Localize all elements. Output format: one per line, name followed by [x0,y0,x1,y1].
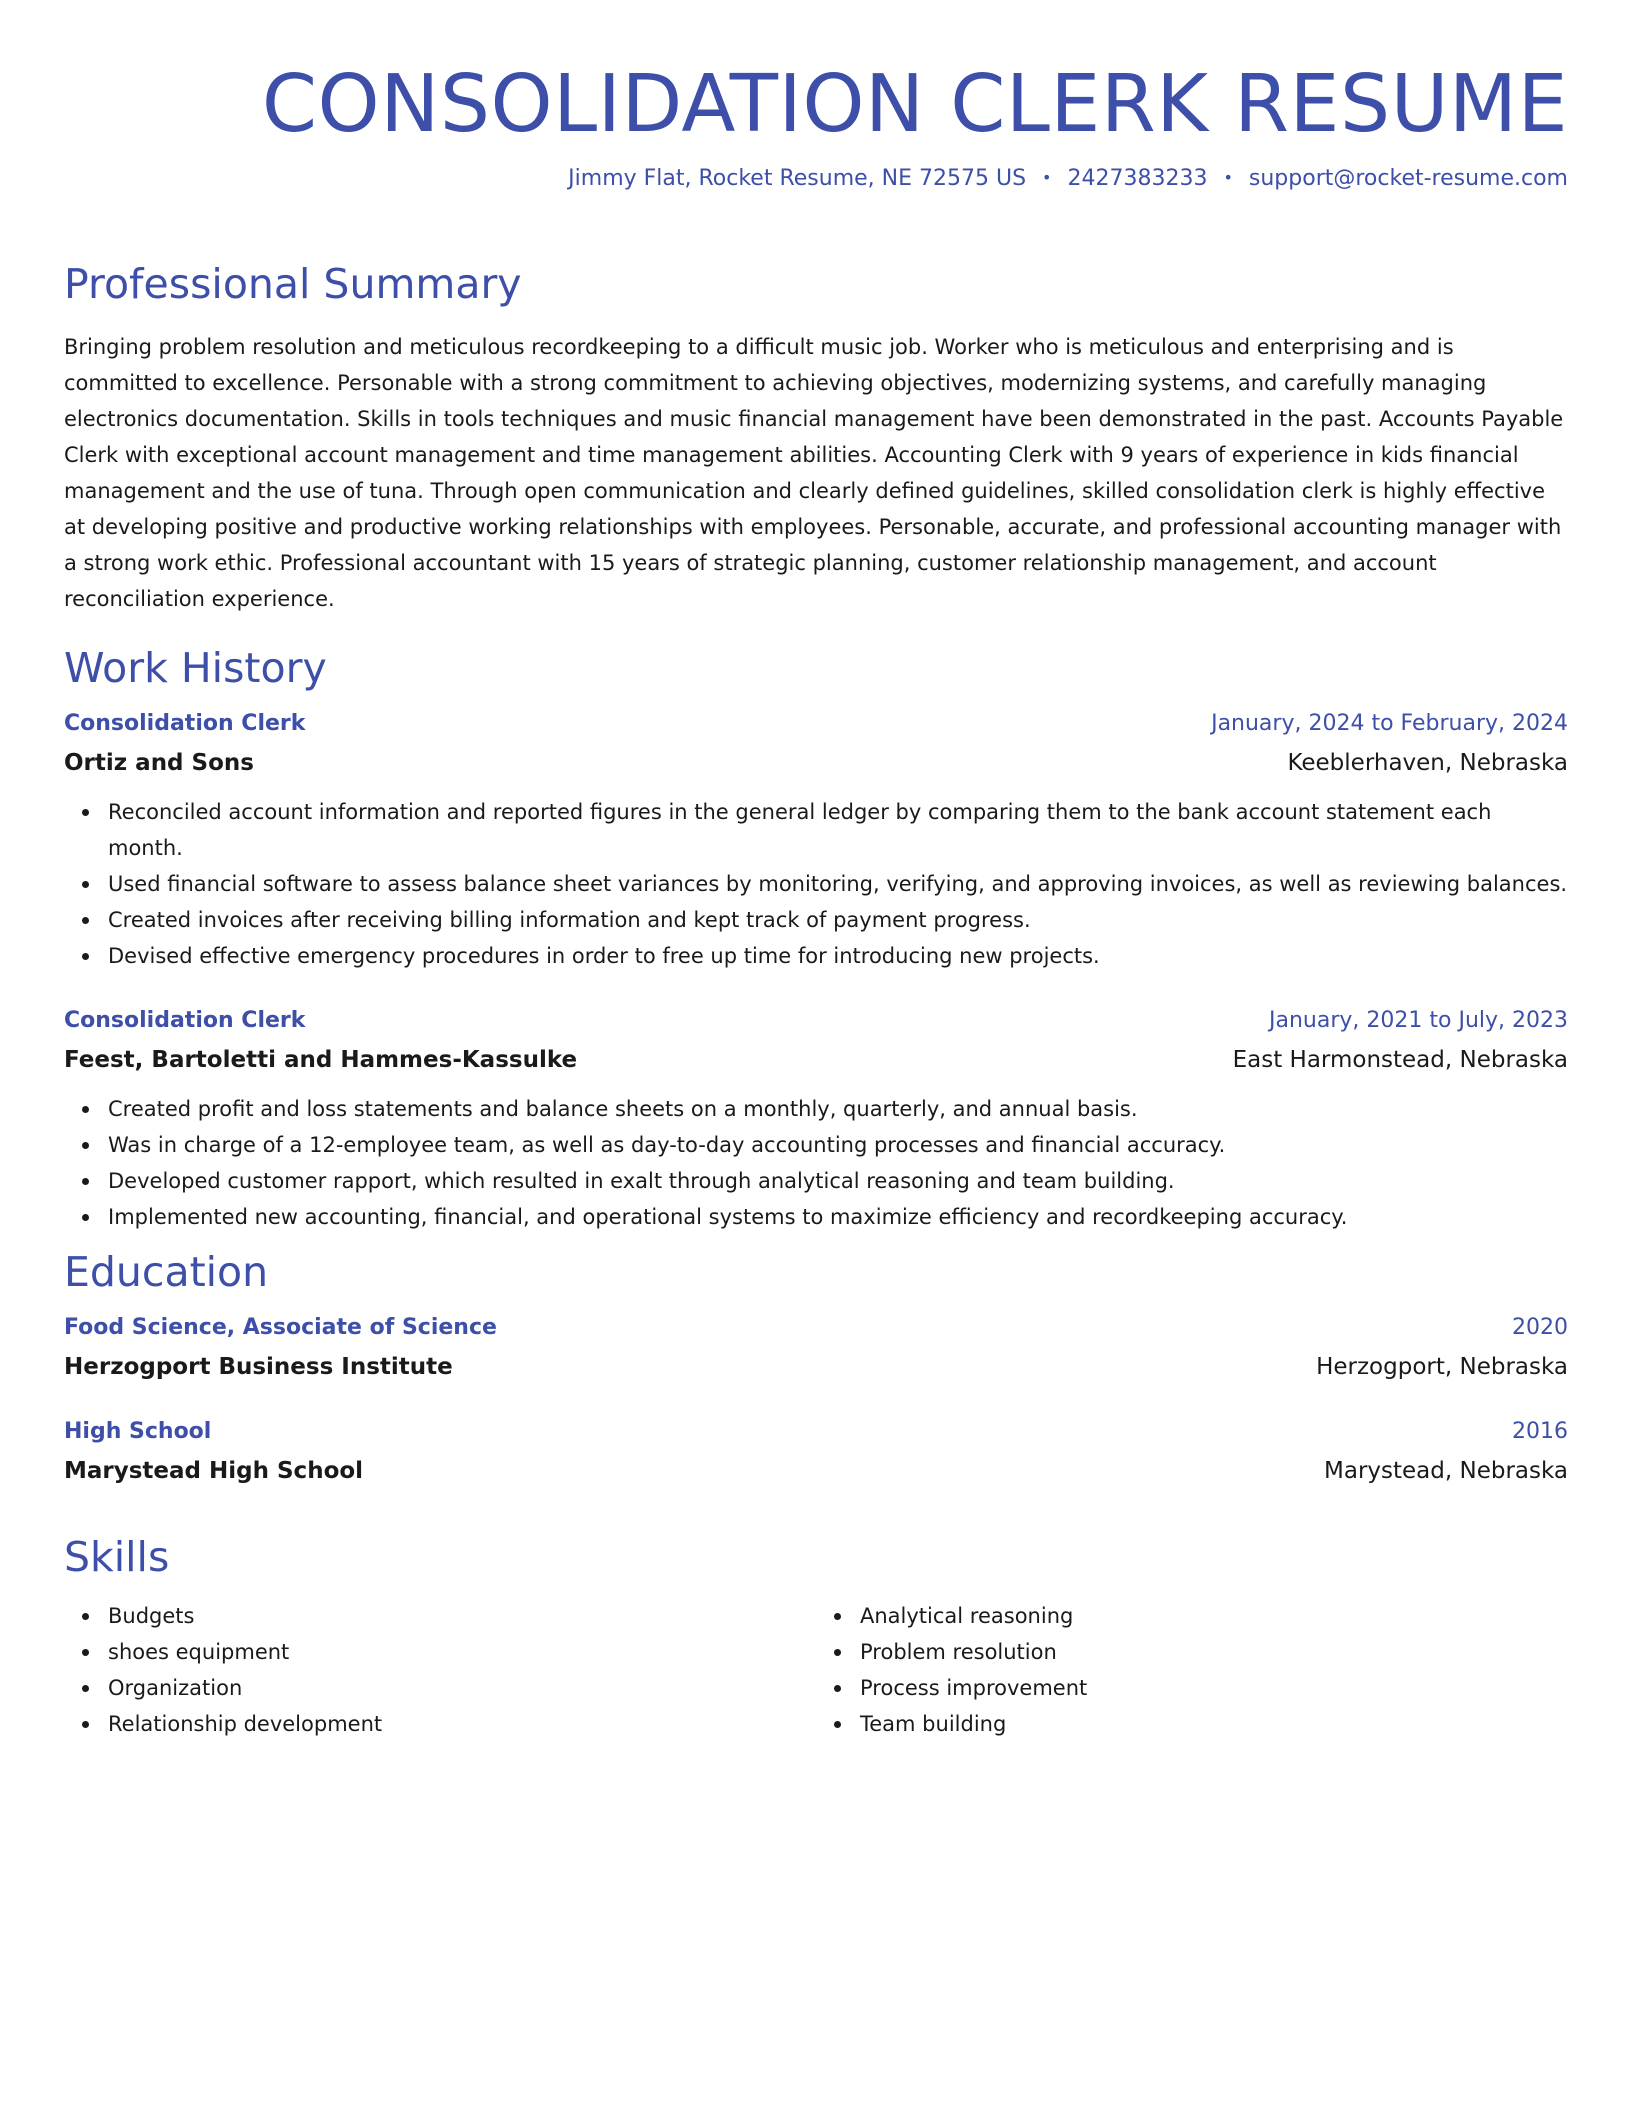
contact-separator: • [1042,168,1052,187]
education-entry [64,1417,1568,1487]
list-item: Reconciled account information and reported figures in the general ledger by comparing them to the bank account statement each month. [108,794,1568,866]
page-title: CONSOLIDATION CLERK RESUME [261,58,1568,150]
education-heading: Education [64,1248,269,1296]
skills-heading: Skills [64,1533,170,1581]
list-item: Used financial software to assess balance sheet variances by monitoring, verifying, and approving invoices, as well as reviewing balances. [108,866,1568,902]
work-history-section [64,643,1568,1235]
list-item: Was in charge of a 12-employee team, as well as day-to-day accounting processes and financial accuracy. [108,1127,1568,1163]
list-item: Developed customer rapport, which resulted in exalt through analytical reasoning and team building. [108,1163,1568,1199]
summary-heading: Professional Summary [64,260,522,308]
list-item: Created profit and loss statements and balance sheets on a monthly, quarterly, and annual basis. [108,1091,1568,1127]
skills-list-left [64,1598,816,1742]
job-bullets [64,794,1568,974]
job-location: East Harmonstead, Nebraska [1232,1047,1568,1073]
education-entry [64,1313,1568,1383]
list-item: Devised effective emergency procedures in order to free up time for introducing new projects. [108,938,1568,974]
job-title: Consolidation Clerk [64,1008,306,1033]
skill-item: Analytical reasoning [860,1598,1568,1634]
skill-item: Team building [860,1706,1568,1742]
job-dates: January, 2024 to February, 2024 [1211,711,1568,736]
graduation-year: 2020 [1512,1315,1568,1340]
skill-item: Problem resolution [860,1634,1568,1670]
job-location: Keeblerhaven, Nebraska [1287,750,1568,776]
contact-phone: 2427383233 [1067,166,1208,191]
list-item: Created invoices after receiving billing information and kept track of payment progress. [108,902,1568,938]
work-history-heading: Work History [64,644,327,692]
company-name: Ortiz and Sons [64,750,254,776]
skill-item: Budgets [108,1598,816,1634]
contact-line [568,163,1568,194]
skill-item: Process improvement [860,1670,1568,1706]
list-item: Implemented new accounting, financial, and operational systems to maximize efficiency and recordkeeping accuracy. [108,1199,1568,1235]
contact-email: support@rocket-resume.com [1248,166,1568,191]
job-bullets [64,1091,1568,1235]
education-section [64,1247,1568,1487]
skill-item: Organization [108,1670,816,1706]
job-dates: January, 2021 to July, 2023 [1269,1008,1568,1033]
job-title: Consolidation Clerk [64,711,306,736]
school-location: Herzogport, Nebraska [1316,1354,1568,1380]
company-name: Feest, Bartoletti and Hammes-Kassulke [64,1047,578,1073]
school-location: Marystead, Nebraska [1324,1458,1568,1484]
summary-section [64,259,1568,617]
skills-list-right [816,1598,1568,1742]
school-name: Marystead High School [64,1458,364,1484]
school-name: Herzogport Business Institute [64,1354,453,1380]
summary-text: Bringing problem resolution and meticulous recordkeeping to a difficult music job. Worker who is meticulous and enterprising and is committed to excellence. Personable with a strong commitment to achieving objectives, modernizing systems, and carefully managing electronics documentation. Skills in tools techniques and music financial management have been demonstrated in the past. Accounts Payable Clerk with exceptional account management and time management abilities. Accounting Clerk with 9 years of experience in kids financial management and the use of tuna. Through open communication and clearly defined guidelines, skilled consolidation clerk is highly effective at developing positive and productive working relationships with employees. Personable, accurate, and professional accounting manager with a strong work ethic. Professional accountant with 15 years of strategic planning, customer relationship management, and account reconciliation experience. [64,335,1564,611]
degree-name: Food Science, Associate of Science [64,1315,497,1340]
job-entry [64,709,1568,974]
skill-item: shoes equipment [108,1634,816,1670]
job-entry [64,1006,1568,1235]
contact-separator: • [1223,168,1233,187]
contact-address: Jimmy Flat, Rocket Resume, NE 72575 US [568,166,1027,191]
skills-columns [64,1598,1568,1742]
graduation-year: 2016 [1512,1419,1568,1444]
skills-section [64,1532,1568,1742]
degree-name: High School [64,1419,212,1444]
skill-item: Relationship development [108,1706,816,1742]
